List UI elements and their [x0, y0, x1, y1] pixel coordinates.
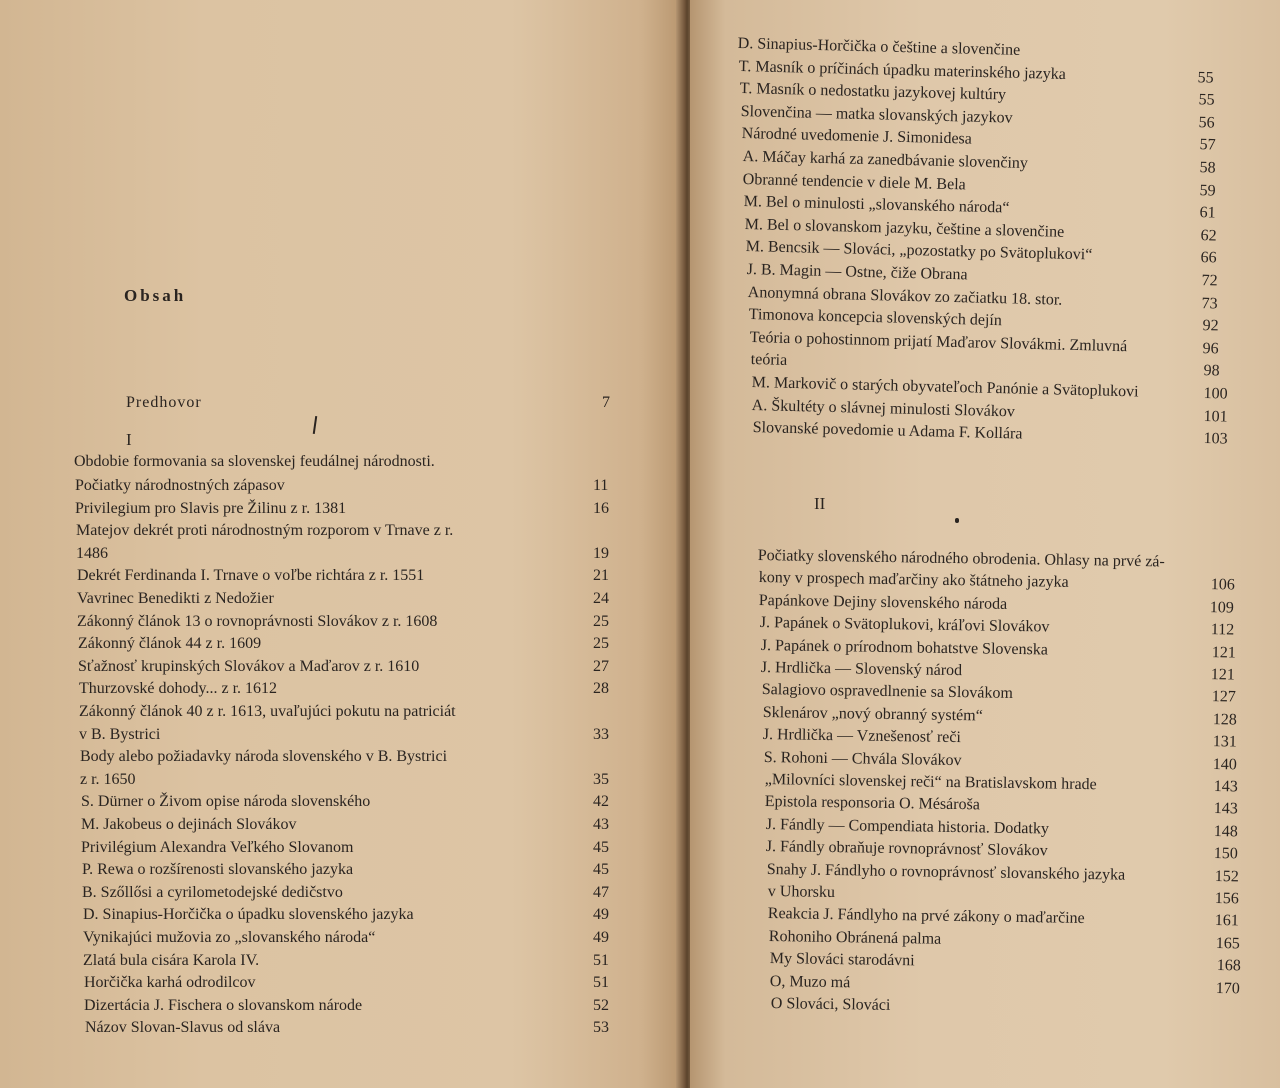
toc-entry: [768, 927, 1249, 953]
toc-entry-page: 156: [1214, 890, 1239, 908]
toc-entry-title: A. Máčay karhá za zanedbávanie slovenčiny: [742, 147, 1029, 172]
toc-entry-page: 100: [1203, 385, 1228, 403]
toc-entry-page: 121: [1211, 644, 1236, 662]
toc-entry-title: Timonova koncepcia slovenských dejín: [748, 305, 1003, 330]
toc-entry-title: Dizertácia J. Fischera o slovanskom národe: [84, 997, 363, 1014]
toc-entry-title: J. Hrdlička — Vznešenosť reči: [762, 725, 962, 747]
toc-entry-page: 57: [1199, 136, 1216, 154]
toc-entry-title: A. Škultéty o slávnej minulosti Slovákov: [751, 396, 1016, 421]
toc-entry-title: Obranné tendencie v diele M. Bela: [742, 170, 966, 194]
toc-entry: [737, 34, 1218, 59]
toc-entry: [769, 949, 1250, 975]
toc-entry-page: 16: [593, 500, 609, 517]
toc-entry-page: 143: [1213, 800, 1238, 818]
toc-entry-page: 72: [1201, 272, 1218, 290]
toc-entry-page: 19: [593, 545, 609, 562]
pencil-mark: [313, 416, 317, 434]
right-page: [690, 0, 1280, 1088]
toc-entry-page: 55: [1198, 91, 1215, 109]
toc-entry-page: 21: [593, 567, 609, 584]
toc-entry-page: 35: [593, 771, 609, 788]
toc-entry-title: Sťažnosť krupinských Slovákov a Maďarov z r. 1610: [78, 658, 420, 675]
preface-page: 7: [602, 394, 611, 411]
toc-entry-title: Body alebo požiadavky národa slovenského v B. Bystrici: [80, 748, 448, 765]
toc-entry-page: 73: [1201, 295, 1218, 313]
ink-dot: [955, 518, 959, 523]
toc-entry-title: 1486: [76, 545, 108, 562]
toc-entry-page: 106: [1210, 576, 1235, 594]
toc-entry-title: Privilegium pro Slavis pre Žilinu z r. 1381: [75, 500, 347, 517]
toc-entry-title: Snahy J. Fándlyho o rovnoprávnosť slovanského jazyka: [766, 860, 1126, 884]
toc-entry-title: Dekrét Ferdinanda I. Trnave o voľbe richtára z r. 1551: [77, 567, 425, 584]
toc-entry-title: J. B. Magin — Ostne, čiže Obrana: [746, 260, 968, 284]
toc-entry-title: Zákonný článok 44 z r. 1609: [78, 635, 262, 652]
toc-entry: [766, 860, 1247, 886]
toc-entry-title: M. Bel o slovanskom jazyku, češtine a slovenčine: [744, 215, 1065, 241]
toc-entry-title: Rohoniho Obránená palma: [768, 927, 942, 948]
toc-entry-title: Počiatky slovenského národného obrodenia. Ohlasy na prvé zá-: [757, 546, 1165, 571]
section-1-title: Obdobie formovania sa slovenskej feudálnej národnosti.: [74, 453, 435, 470]
toc-entry-page: 170: [1215, 980, 1240, 998]
toc-entry: [758, 591, 1239, 617]
toc-heading: Obsah: [124, 286, 187, 305]
toc-entry-page: 92: [1202, 317, 1219, 335]
toc-entry: [751, 373, 1232, 403]
toc-entry-title: M. Jakobeus o dejinách Slovákov: [81, 816, 297, 833]
section-2-label: II: [814, 494, 826, 513]
toc-entry-page: 103: [1203, 430, 1228, 448]
preface-title: Predhovor: [126, 394, 202, 411]
toc-entry-title: Horčička karhá odrodilcov: [84, 974, 256, 991]
toc-entry-title: v Uhorsku: [767, 882, 836, 902]
toc-entry-title: Zákonný článok 40 z r. 1613, uvaľujúci pokutu na patriciát: [79, 703, 456, 720]
toc-entry: [742, 147, 1223, 177]
toc-entry: [767, 904, 1248, 930]
toc-entry-page: 51: [593, 974, 609, 991]
toc-entry-page: 127: [1211, 688, 1236, 706]
toc-entry-page: 56: [1198, 114, 1215, 132]
toc-entry-title: v B. Bystrici: [79, 726, 161, 743]
toc-entry-title: Teória o pohostinnom prijatí Maďarov Slovákmi. Zmluvná: [749, 328, 1128, 356]
toc-entry-title: Zlatá bula cisára Karola IV.: [83, 952, 260, 969]
toc-entry: [769, 972, 1250, 998]
toc-entry-title: Názov Slovan-Slavus od sláva: [85, 1019, 281, 1036]
toc-entry-title: Matejov dekrét proti národnostným rozporom v Trnave z r.: [76, 522, 454, 539]
toc-entry-title: Slovenčina — matka slovanských jazykov: [740, 102, 1013, 127]
toc-entry-page: 112: [1210, 621, 1235, 639]
toc-entry-title: S. Dürner o Živom opise národa slovenského: [81, 793, 371, 810]
toc-entry: [764, 770, 1245, 796]
toc-entry-page: 150: [1213, 845, 1238, 863]
toc-entry-title: My Slováci starodávni: [769, 949, 915, 970]
toc-entry-page: 47: [593, 884, 609, 901]
toc-entry-title: Slovanské povedomie u Adama F. Kollára: [752, 418, 1023, 443]
toc-entry-page: 165: [1215, 935, 1240, 953]
toc-entry-title: teória: [750, 350, 788, 369]
toc-entry-title: P. Rewa o rozšírenosti slovanského jazyka: [82, 861, 354, 878]
toc-entry-title: D. Sinapius-Horčička o češtine a slovenčine: [737, 34, 1021, 59]
toc-entry-page: 61: [1199, 204, 1216, 222]
toc-entry-page: 43: [593, 816, 609, 833]
toc-entry-page: 42: [593, 793, 609, 810]
toc-entry-page: 121: [1210, 666, 1235, 684]
toc-entry: [762, 703, 1243, 729]
toc-entry-page: 45: [593, 861, 609, 878]
toc-entry-page: 98: [1203, 362, 1220, 380]
toc-entry-title: J. Papánek o prírodnom bohatstve Slovenska: [760, 636, 1049, 659]
toc-entry: [760, 636, 1241, 662]
toc-entry-title: Vynikajúci mužovia zo „slovanského národa“: [83, 929, 376, 946]
toc-entry-title: Reakcia J. Fándlyho na prvé zákony o maďarčine: [767, 904, 1085, 927]
toc-entry-title: Zákonný článok 13 o rovnoprávnosti Slovákov z r. 1608: [77, 613, 438, 630]
toc-entry-title: J. Fándly obraňuje rovnoprávnosť Slovákov: [765, 837, 1048, 860]
toc-entry-title: Anonymná obrana Slovákov zo začiatku 18. stor.: [747, 283, 1063, 309]
toc-entry-page: 148: [1213, 823, 1238, 841]
toc-entry-title: kony v prospech maďarčiny ako štátneho jazyka: [758, 568, 1069, 591]
toc-entry-title: Národné uvedomenie J. Simonidesa: [741, 124, 973, 148]
toc-entry-title: Epistola responsoria O. Mésároša: [764, 792, 981, 814]
toc-entry-title: Thurzovské dohody... z r. 1612: [79, 680, 278, 697]
toc-entry-title: J. Hrdlička — Slovenský národ: [760, 658, 963, 680]
toc-entry-title: M. Bel o minulosti „slovanského národa“: [743, 192, 1010, 217]
toc-entry-title: Sklenárov „nový obranný systém“: [762, 703, 983, 725]
toc-entry-page: 152: [1214, 868, 1239, 886]
toc-entry-page: 49: [593, 906, 609, 923]
toc-entry-title: Papánkove Dejiny slovenského národa: [758, 591, 1008, 613]
toc-entry-page: 101: [1203, 408, 1228, 426]
toc-entry-page: 161: [1214, 912, 1239, 930]
toc-entry-title: Vavrinec Benedikti z Nedožier: [77, 590, 274, 607]
toc-entry-title: T. Masník o nedostatku jazykovej kultúry: [739, 79, 1007, 104]
toc-entry: [763, 748, 1244, 774]
toc-entry-title: O Slováci, Slováci: [770, 994, 891, 1014]
toc-entry-page: 53: [593, 1019, 609, 1036]
toc-entry-page: 168: [1216, 957, 1241, 975]
toc-entry-title: B. Szőllősi a cyrilometodejské dedičstvo: [82, 884, 343, 901]
toc-entry-title: Salagiovo ospravedlnenie sa Slovákom: [761, 680, 1014, 702]
toc-entry: [747, 283, 1228, 313]
toc-entry-title: T. Masník o príčinách úpadku materinského jazyka: [738, 57, 1067, 83]
toc-entry-page: 62: [1200, 227, 1217, 245]
toc-entry-title: O, Muzo má: [769, 972, 851, 992]
toc-entry-page: 49: [593, 929, 609, 946]
section-1-label: I: [126, 430, 132, 449]
toc-entry: [762, 725, 1243, 751]
toc-entry: [757, 546, 1238, 571]
toc-entry-page: 24: [593, 590, 609, 607]
toc-entry-page: 143: [1213, 778, 1238, 796]
toc-entry: [761, 680, 1242, 706]
toc-entry-title: Počiatky národnostných zápasov: [75, 477, 285, 494]
toc-entry-page: 25: [593, 635, 609, 652]
toc-entry: [743, 192, 1224, 222]
toc-entry-page: 66: [1200, 249, 1217, 267]
toc-entry-page: 51: [593, 952, 609, 969]
toc-entry-page: 27: [593, 658, 609, 675]
toc-entry-page: 25: [593, 613, 609, 630]
toc-entry-page: 11: [593, 477, 609, 494]
toc-entry-page: 52: [593, 997, 609, 1014]
toc-entry-title: Privilégium Alexandra Veľkého Slovanom: [81, 839, 354, 856]
toc-entry-title: „Milovníci slovenskej reči“ na Bratislavskom hrade: [764, 770, 1097, 794]
toc-entry-title: D. Sinapius-Horčička o úpadku slovenského jazyka: [83, 906, 414, 923]
toc-entry-title: M. Bencsik — Slováci, „pozostatky po Svätoplukovi“: [745, 237, 1093, 264]
toc-entry-page: 28: [593, 680, 609, 697]
toc-entry-title: J. Papánek o Svätoplukovi, kráľovi Slovákov: [759, 613, 1050, 636]
toc-entry-title: S. Rohoni — Chvála Slovákov: [763, 748, 962, 770]
toc-entry-page: 140: [1212, 756, 1237, 774]
toc-entry-title: M. Markovič o starých obyvateľoch Panónie a Svätoplukovi: [751, 373, 1139, 401]
toc-entry-page: 55: [1197, 69, 1214, 87]
toc-entry: [770, 994, 1251, 1014]
toc-entry-page: 109: [1209, 599, 1234, 617]
toc-entry-page: 96: [1202, 340, 1219, 358]
toc-entry-title: J. Fándly — Compendiata historia. Dodatky: [765, 815, 1050, 838]
toc-entry-title: z r. 1650: [80, 771, 136, 788]
toc-entry-page: 59: [1199, 182, 1216, 200]
toc-entry-page: 58: [1199, 159, 1216, 177]
toc-entry: [765, 815, 1246, 841]
toc-entry-page: 131: [1212, 733, 1237, 751]
toc-entry-page: 128: [1212, 711, 1237, 729]
toc-entry-page: 33: [593, 726, 609, 743]
toc-entry-page: 45: [593, 839, 609, 856]
